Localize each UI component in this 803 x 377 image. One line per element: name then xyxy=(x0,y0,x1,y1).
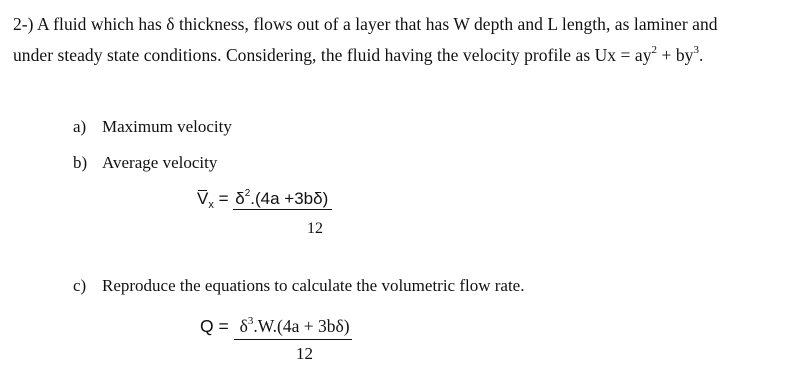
flow-numerator-delta: δ xyxy=(239,316,248,336)
problem-line-1-text: 2-) A fluid which has δ thickness, flows out of a layer that has W depth and L length, as laminer and xyxy=(13,14,718,34)
flow-numerator xyxy=(234,316,352,340)
item-a-marker: a) xyxy=(73,117,87,136)
velocity-numerator xyxy=(233,189,332,210)
average-velocity-equation xyxy=(197,189,332,210)
exponent-3: 3 xyxy=(693,44,699,57)
problem-statement-line-2 xyxy=(13,45,703,66)
flow-numerator-rest: .W.(4a + 3bδ) xyxy=(253,316,350,336)
problem-line-2-text: under steady state conditions. Considering, the fluid having the velocity profile as Ux = ay xyxy=(13,45,652,65)
numerator-delta: δ xyxy=(235,189,245,208)
question-item-a xyxy=(73,117,232,137)
question-item-b xyxy=(73,153,217,173)
velocity-denominator: 12 xyxy=(307,220,323,237)
item-a-text: Maximum velocity xyxy=(102,117,232,136)
problem-statement-line-1 xyxy=(13,14,718,35)
flow-rate-equation xyxy=(200,316,352,340)
v-subscript: x xyxy=(208,199,214,211)
flow-numerator-exponent: 3 xyxy=(247,315,254,328)
equals-sign: = xyxy=(218,189,229,208)
numerator-exponent: 2 xyxy=(244,188,251,200)
problem-line-2-end: . xyxy=(699,45,704,65)
flow-denominator: 12 xyxy=(296,344,313,363)
problem-line-2-mid: + by xyxy=(657,45,694,65)
numerator-rest: .(4a +3bδ) xyxy=(250,189,329,208)
item-b-marker: b) xyxy=(73,153,88,172)
exponent-2: 2 xyxy=(651,44,658,57)
item-c-text: Reproduce the equations to calculate the volumetric flow rate. xyxy=(102,276,525,295)
item-b-text: Average velocity xyxy=(102,153,218,172)
question-item-c xyxy=(73,276,524,296)
equals-sign-q: = xyxy=(218,316,229,336)
item-c-marker: c) xyxy=(73,276,87,295)
v-bar-symbol: V xyxy=(197,189,209,208)
q-symbol: Q xyxy=(200,316,214,336)
